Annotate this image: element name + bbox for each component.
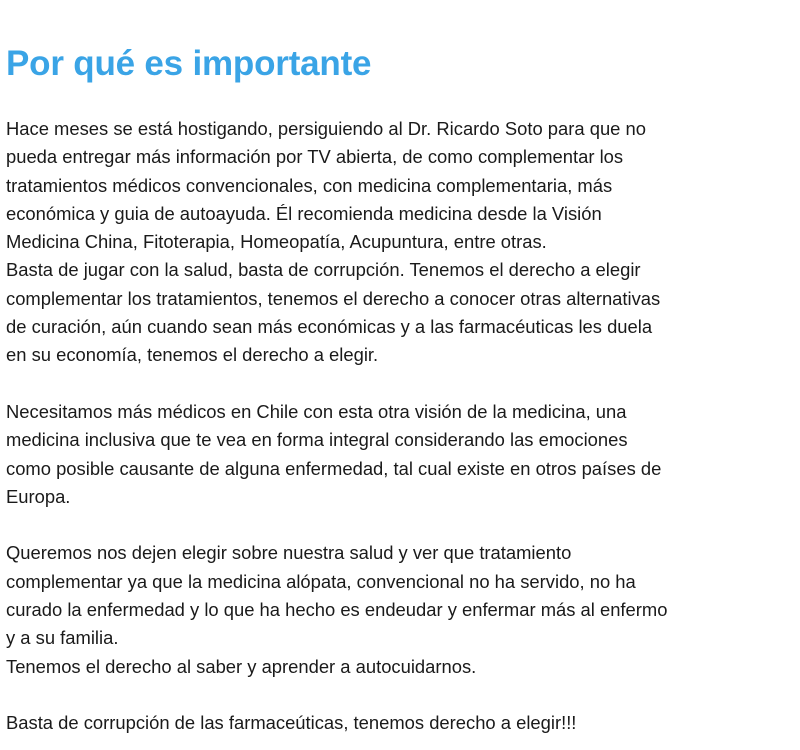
text-line: Medicina China, Fitoterapia, Homeopatía, Acupuntura, entre otras. [6, 231, 547, 253]
text-line: como posible causante de alguna enfermedad, tal cual existe en otros países de [6, 457, 662, 479]
text-line: complementar los tratamientos, tenemos el derecho a conocer otras alternativas [6, 287, 661, 309]
text-line: en su economía, tenemos el derecho a elegir. [6, 344, 379, 366]
text-line: Necesitamos más médicos en Chile con esta otra visión de la medicina, una [6, 400, 627, 422]
paragraph-choice [6, 539, 786, 680]
paragraph-intro [6, 115, 786, 370]
text-line: Basta de jugar con la salud, basta de corrupción. Tenemos el derecho a elegir [6, 259, 641, 281]
text-line: de curación, aún cuando sean más económicas y a las farmacéuticas les duela [6, 316, 653, 338]
paragraph-spacer [6, 370, 786, 398]
paragraph-closing [6, 709, 786, 737]
text-line: Hace meses se está hostigando, persiguiendo al Dr. Ricardo Soto para que no [6, 118, 646, 139]
text-line: tratamientos médicos convencionales, con medicina complementaria, más [6, 174, 613, 196]
paragraph-spacer [6, 681, 786, 709]
text-line: económica y guia de autoayuda. Él recomienda medicina desde la Visión [6, 202, 602, 224]
text-line: pueda entregar más información por TV abierta, de como complementar los [6, 146, 624, 168]
text-line: Queremos nos dejen elegir sobre nuestra salud y ver que tratamiento [6, 542, 572, 564]
text-line: complementar ya que la medicina alópata, convencional no ha servido, no ha [6, 570, 636, 592]
paragraph-doctors [6, 398, 786, 511]
text-line: Tenemos el derecho al saber y aprender a autocuidarnos. [6, 655, 477, 677]
text-line: y a su familia. [6, 627, 119, 649]
paragraph-spacer [6, 511, 786, 539]
text-line: medicina inclusiva que te vea en forma integral considerando las emociones [6, 429, 628, 451]
text-line: Basta de corrupción de las farmaceúticas, tenemos derecho a elegir!!! [6, 712, 577, 734]
section-title: Por qué es importante [6, 44, 372, 83]
text-line: Europa. [6, 485, 71, 507]
article-body [6, 115, 786, 738]
text-line: curado la enfermedad y lo que ha hecho es endeudar y enfermar más al enfermo [6, 599, 668, 621]
petition-article [6, 0, 786, 738]
